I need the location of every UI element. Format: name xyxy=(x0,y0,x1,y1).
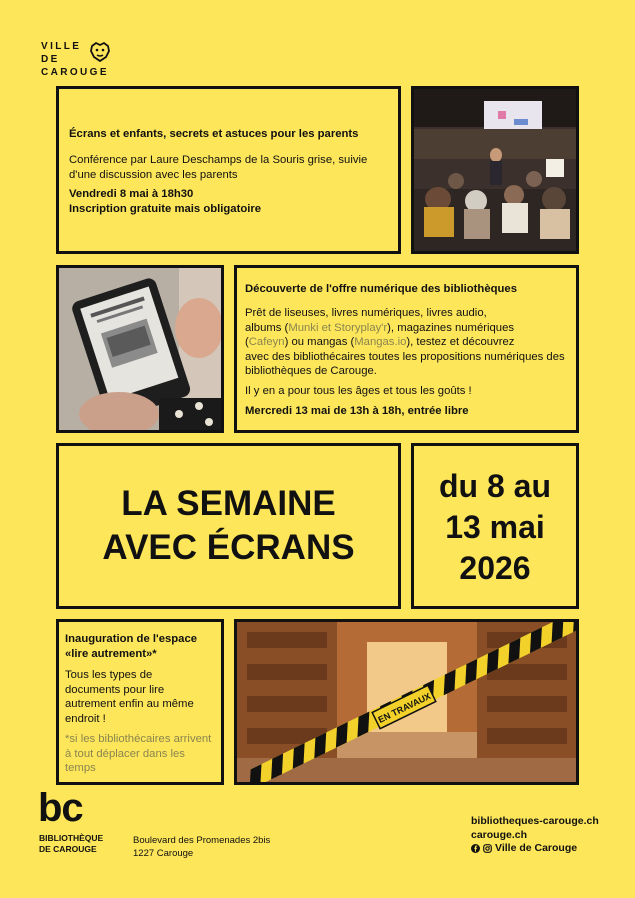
tape-label: EN TRAVAUX xyxy=(376,690,433,725)
dates-text xyxy=(414,466,576,589)
social-row[interactable] xyxy=(471,842,599,856)
event-3-description: Tous les types de documents pour lire autrement enfin au même endroit ! xyxy=(65,669,194,725)
lion-icon xyxy=(89,41,111,63)
library-name-line-2: DE CAROUGE xyxy=(39,843,97,854)
event-3-box xyxy=(56,619,224,785)
event-2-line-4: avec des bibliothécaires toutes les propositions numériques des bibliothèques de Carouge. xyxy=(245,350,565,377)
headline-line-2: AVEC ÉCRANS xyxy=(102,528,355,567)
dates-line-3: 2026 xyxy=(459,550,531,586)
event-2-title: Découverte de l'offre numérique des bibliothèques xyxy=(245,283,517,295)
event-2-line-1: Prêt de liseuses, livres numériques, livres audio, xyxy=(245,307,487,319)
ville-de-carouge-logo xyxy=(41,40,131,79)
ereader-photo xyxy=(56,265,224,433)
headline-title xyxy=(59,482,398,570)
social-handle: Ville de Carouge xyxy=(495,842,578,854)
facebook-icon[interactable] xyxy=(471,844,480,853)
address-line-1: Boulevard des Promenades 2bis xyxy=(133,835,271,846)
bc-logo: bc xyxy=(38,786,83,830)
dates-line-1: du 8 au xyxy=(438,468,551,504)
dates-line-2: 13 mai xyxy=(445,509,545,545)
address xyxy=(133,835,270,860)
library-name-line-1: BIBLIOTHÈQUE xyxy=(39,833,104,843)
logo-line-1: VILLE xyxy=(41,41,82,52)
contact-links xyxy=(471,815,599,856)
library-website-link[interactable]: bibliotheques-carouge.ch xyxy=(471,815,599,827)
event-1-note: Inscription gratuite mais obligatoire xyxy=(69,203,262,215)
event-1-date: Vendredi 8 mai à 18h30 xyxy=(69,188,194,200)
dates-box xyxy=(411,443,579,609)
event-3-footnote: *si les bibliothécaires arrivent à tout déplacer dans les temps xyxy=(65,733,212,774)
event-2-line-3: (Cafeyn) ou mangas (Mangas.io), testez et découvrez xyxy=(245,336,515,348)
event-3-title: Inauguration de l'espace «lire autrement»* xyxy=(65,633,198,660)
city-website-link[interactable]: carouge.ch xyxy=(471,828,528,841)
event-2-description xyxy=(245,306,575,379)
address-line-2: 1227 Carouge xyxy=(133,847,194,859)
event-2-line-2: albums (Munki et Storyplay'r), magazines numériques xyxy=(245,321,515,334)
event-1-box xyxy=(56,86,401,254)
library-photo xyxy=(234,619,579,785)
event-2-tagline: Il y en a pour tous les âges et tous les goûts ! xyxy=(245,385,472,397)
headline-box xyxy=(56,443,401,609)
event-1-title: Écrans et enfants, secrets et astuces pour les parents xyxy=(69,128,359,140)
headline-line-1: LA SEMAINE xyxy=(121,484,336,523)
logo-line-3: CAROUGE xyxy=(41,67,109,78)
event-2-box xyxy=(234,265,579,433)
logo-line-2: DE xyxy=(41,54,60,65)
conference-photo xyxy=(411,86,579,254)
instagram-icon[interactable] xyxy=(483,844,492,853)
event-2-date: Mercredi 13 mai de 13h à 18h, entrée libre xyxy=(245,405,469,417)
library-name xyxy=(39,833,103,854)
event-1-description: Conférence par Laure Deschamps de la Souris grise, suivie d'une discussion avec les parents xyxy=(69,154,368,181)
